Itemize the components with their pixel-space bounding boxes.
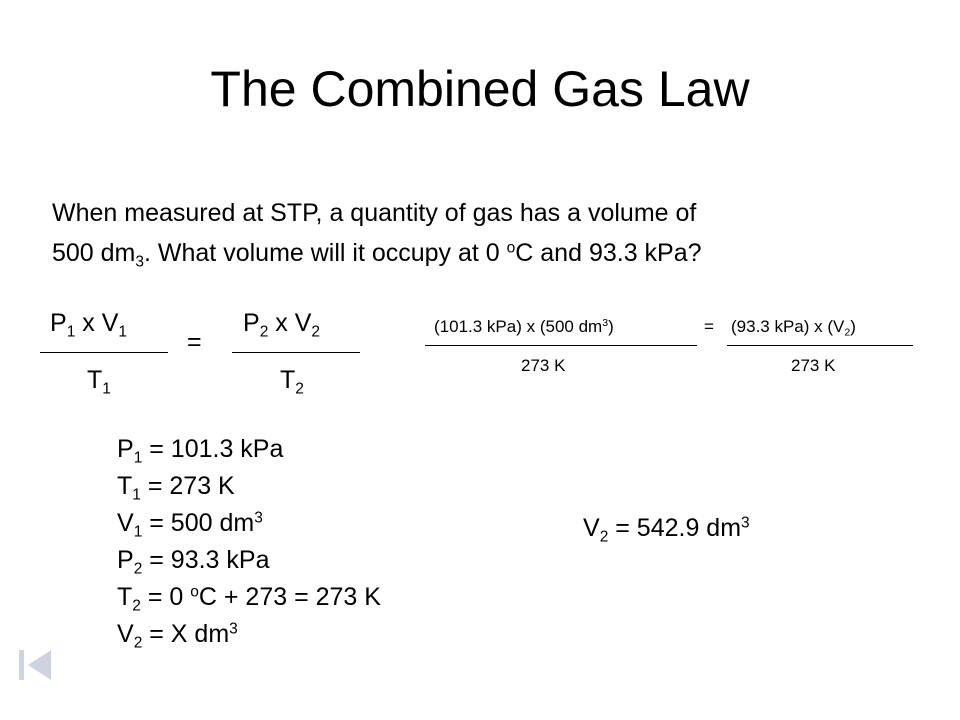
substitution-bar-right [727,345,913,346]
first-slide-arrow [28,650,51,680]
given-p2: $P_2 = 93.3$ kPa [117,546,270,578]
fraction-bar-1 [40,352,168,353]
formula-equals: = [187,328,202,356]
substitution-left-numerator: (101.3 kPa) x (500 $dm^3$) [434,317,614,336]
given-v2: $V_2 = X$ $dm^3$ [117,620,238,652]
question-line-1: When measured at STP, a quantity of gas has a volume of [52,199,697,227]
substitution-right-denominator: 273 K [791,356,836,375]
given-t2: $T_2 = 0$ $^o$C + 273 = 273 K [117,583,381,615]
question-text [52,193,922,273]
substitution-bar-left [425,345,697,346]
substitution-right-numerator: (93.3 kPa) x $(V_2)$ [731,317,856,339]
substitution-left-denominator: 273 K [521,356,566,375]
given-v1: $V_1 = 500$ $dm^3$ [117,509,263,541]
page-title: The Combined Gas Law [210,61,750,117]
fraction-bar-2 [232,352,360,353]
answer-result: $V_2 = 542.9$ $dm^3$ [583,514,750,546]
given-values-list [117,431,381,653]
given-t1: $T_1 = 273$ K [117,472,235,504]
formula-numerator-1: $P_1$ x $V_1$ [50,309,128,341]
formula-denominator-1: $T_1$ [87,366,111,398]
formula-denominator-2: $T_2$ [280,366,304,398]
substitution-equals: = [704,317,714,336]
first-slide-icon[interactable] [18,648,52,682]
question-line-2: 500 $dm_3$. What volume will it occupy at 0 $^o$C and 93.3 kPa? [52,239,702,271]
first-slide-bar [19,650,24,680]
given-p1: $P_1 = 101.3$ kPa [117,435,284,467]
formula-numerator-2: $P_2$ x $V_2$ [243,309,321,341]
